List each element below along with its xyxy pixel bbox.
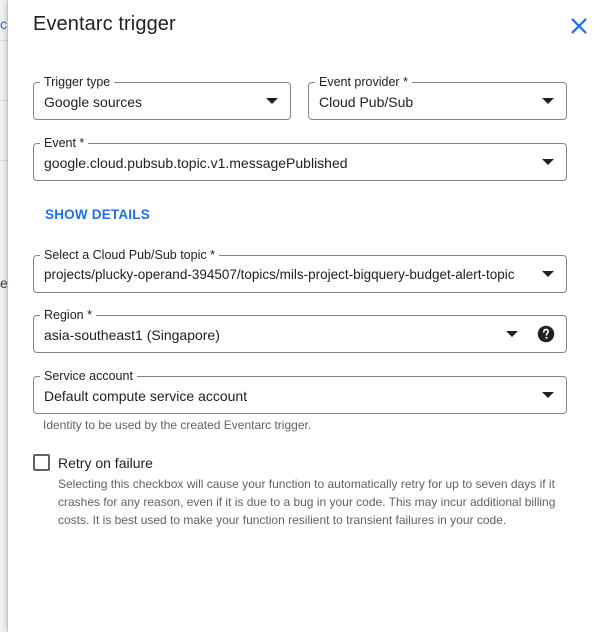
pubsub-topic-label: Select a Cloud Pub/Sub topic *: [40, 247, 219, 263]
retry-on-failure-description: Selecting this checkbox will cause your function to automatically retry for up to seven days if it crashes for any reason, even if it is due to a bug in your code. This may incur additional billing costs. It is best used to make your function resilient to transient failures in your code.: [58, 477, 556, 527]
background-divider: [0, 100, 8, 101]
event-select[interactable]: [33, 136, 567, 181]
retry-on-failure-label[interactable]: Retry on failure: [58, 455, 153, 471]
event-value: google.cloud.pubsub.topic.v1.messagePublished: [44, 155, 348, 171]
eventarc-trigger-dialog: [8, 0, 600, 632]
chevron-down-icon: [542, 159, 554, 165]
chevron-down-icon: [506, 331, 518, 337]
region-select[interactable]: [33, 308, 567, 353]
event-label: Event *: [40, 135, 88, 151]
chevron-down-icon: [542, 271, 554, 277]
show-details-button[interactable]: SHOW DETAILS: [45, 207, 150, 222]
pubsub-topic-select[interactable]: [33, 248, 567, 293]
service-account-hint: Identity to be used by the created Eventarc trigger.: [43, 418, 312, 432]
background-page: [0, 0, 8, 632]
service-account-select[interactable]: [33, 369, 567, 414]
close-icon[interactable]: [568, 15, 590, 37]
background-fragment-top: c: [0, 16, 7, 32]
event-provider-select[interactable]: [308, 75, 567, 120]
chevron-down-icon: [542, 98, 554, 104]
event-provider-label: Event provider *: [315, 74, 412, 90]
retry-on-failure-checkbox[interactable]: [33, 454, 50, 471]
chevron-down-icon: [542, 392, 554, 398]
background-divider: [0, 40, 8, 41]
background-fragment-mid: e: [0, 275, 8, 291]
pubsub-topic-value: projects/plucky-operand-394507/topics/mils-project-bigquery-budget-alert-topic: [44, 267, 515, 282]
service-account-label: Service account: [40, 368, 137, 384]
region-value: asia-southeast1 (Singapore): [44, 327, 220, 343]
dialog-title: Eventarc trigger: [33, 13, 176, 35]
background-divider: [0, 160, 8, 161]
event-provider-value: Cloud Pub/Sub: [319, 94, 414, 110]
service-account-value: Default compute service account: [44, 388, 248, 404]
trigger-type-value: Google sources: [44, 94, 143, 110]
trigger-type-select[interactable]: [33, 75, 291, 120]
chevron-down-icon: [266, 98, 278, 104]
trigger-type-label: Trigger type: [40, 74, 114, 90]
region-label: Region *: [40, 307, 96, 323]
help-icon[interactable]: [537, 325, 555, 343]
